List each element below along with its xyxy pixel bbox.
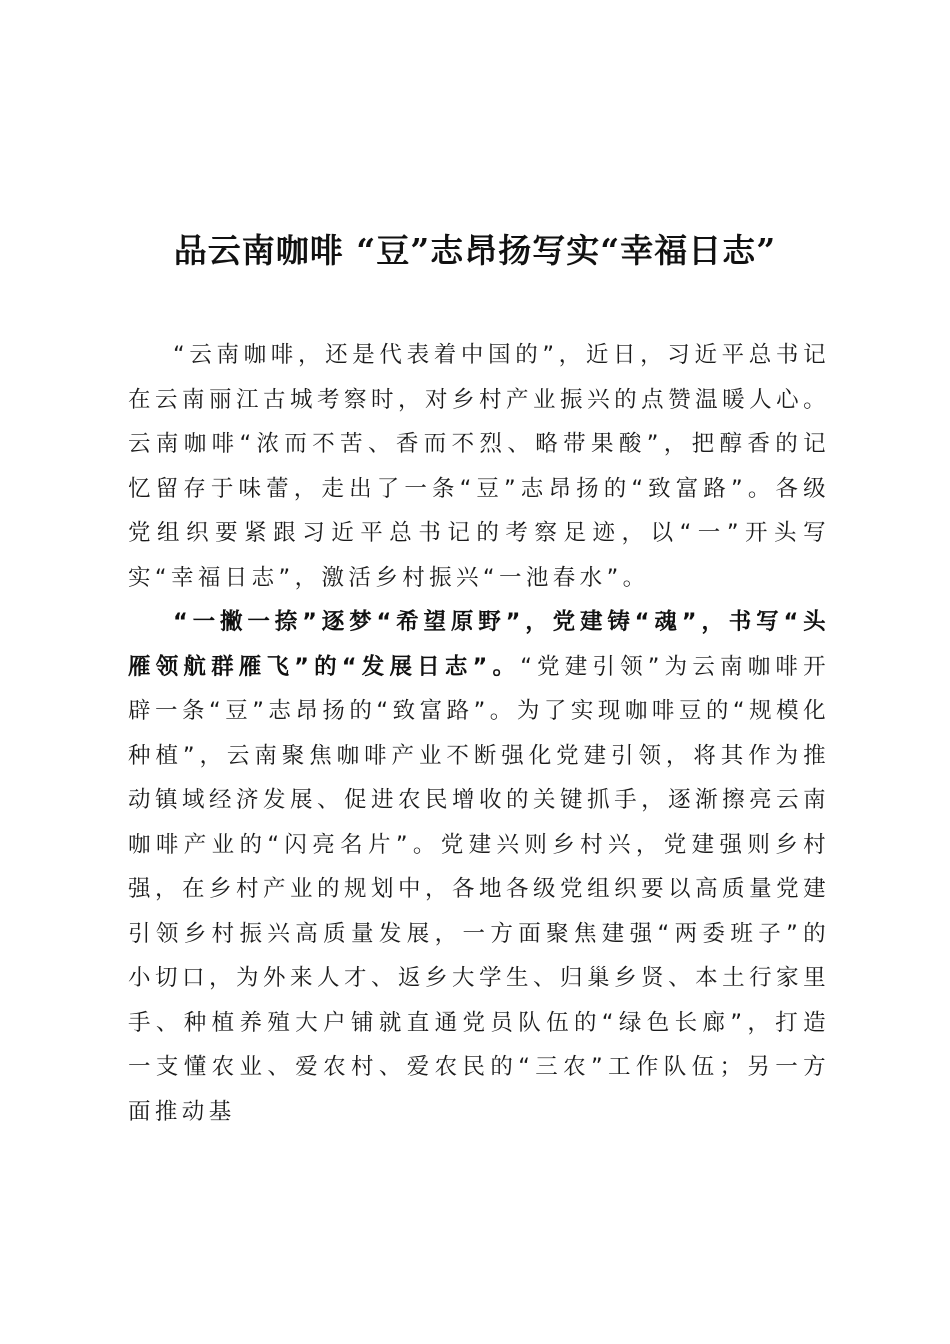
- paragraph-2: [128, 600, 830, 1134]
- paragraph-2-text: “党建引领”为云南咖啡开辟一条“豆”志昂扬的“致富路”。为了实现咖啡豆的“规模化种植”，云南聚焦咖啡产业不断强化党建引领，将其作为推动镇域经济发展、促进农民增收的关键抓手，逐渐擦亮云南咖啡产业的“闪亮名片”。党建兴则乡村兴，党建强则乡村强，在乡村产业的规划中，各地各级党组织要以高质量党建引领乡村振兴高质量发展，一方面聚焦建强“两委班子”的小切口，为外来人才、返乡大学生、归巢乡贤、本土行家里手、种植养殖大户铺就直通党员队伍的“绿色长廊”，打造一支懂农业、爱农村、爱农民的“三农”工作队伍；另一方面推动基: [128, 653, 830, 1125]
- paragraph-2-lead: “一撇一捺”逐梦“希望原野”，党建铸“魂”，书写“头雁领航群雁飞”的“发展日志”。: [128, 609, 830, 680]
- document-title: 品云南咖啡 “豆”志昂扬写实“幸福日志”: [173, 231, 777, 270]
- paragraph-1: [128, 333, 830, 600]
- document-body: [128, 333, 830, 1134]
- paragraph-1-text: “云南咖啡，还是代表着中国的”，近日，习近平总书记在云南丽江古城考察时，对乡村产业振兴的点赞温暖人心。云南咖啡“浓而不苦、香而不烈、略带果酸”，把醇香的记忆留存于味蕾，走出了一条“豆”志昂扬的“致富路”。各级党组织要紧跟习近平总书记的考察足迹，以“一”开头写实“幸福日志”，激活乡村振兴“一池春水”。: [128, 342, 830, 591]
